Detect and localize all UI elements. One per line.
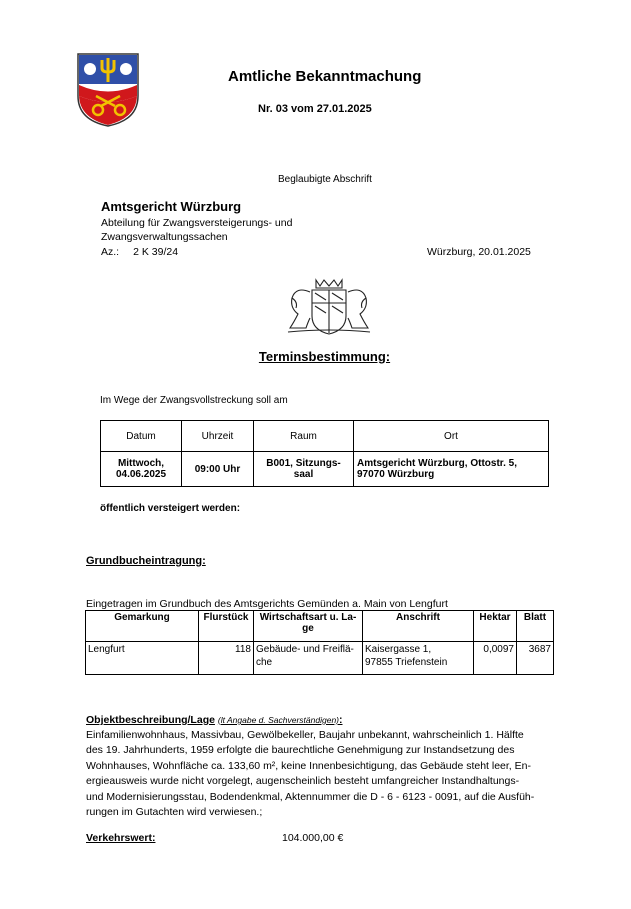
- state-coat-of-arms-logo: [286, 278, 372, 336]
- appointment-room: B001, Sitzungs- saal: [254, 452, 354, 487]
- intro-text: Im Wege der Zwangsvollstreckung soll am: [100, 395, 288, 406]
- appointment-table: [100, 420, 549, 487]
- header-anschrift: Anschrift: [363, 611, 474, 642]
- market-value-label: Verkehrswert:: [86, 832, 156, 844]
- object-line: und Modernisierungsstau, Bodendenkmal, Aktennummer die D - 6 - 6123 - 0091, auf die Ausfüh-: [86, 790, 535, 803]
- court-name: Amtsgericht Würzburg: [101, 199, 242, 214]
- file-reference-value: 2 K 39/24: [133, 246, 179, 258]
- header-hektar: Hektar: [474, 611, 517, 642]
- land-register-heading: Grundbucheintragung:: [86, 555, 206, 567]
- appointment-date: Mittwoch, 04.06.2025: [101, 452, 182, 487]
- cell-gemarkung: Lengfurt: [86, 642, 199, 675]
- object-heading: Objektbeschreibung/Lage (lt Angabe d. Sachverständigen):: [86, 714, 343, 726]
- cell-blatt: 3687: [517, 642, 554, 675]
- header-time: Uhrzeit: [182, 421, 254, 452]
- appointment-heading-text: Terminsbestimmung:: [258, 349, 391, 364]
- coat-of-arms-logo: [76, 52, 140, 128]
- header-blatt: Blatt: [517, 611, 554, 642]
- land-register-header: [86, 611, 554, 642]
- land-register-intro: Eingetragen im Grundbuch des Amtsgerichts Gemünden a. Main von Lengfurt: [86, 598, 448, 610]
- object-line: ergieausweis wurde nicht vorgelegt, augenscheinlich besteht umfangreicher Instandhaltungs-: [86, 775, 520, 788]
- header-date: Datum: [101, 421, 182, 452]
- header-flurstueck: Flurstück: [199, 611, 254, 642]
- appointment-time: 09:00 Uhr: [182, 452, 254, 487]
- header-gemarkung: Gemarkung: [86, 611, 199, 642]
- cell-hektar: 0,0097: [474, 642, 517, 675]
- object-line: Einfamilienwohnhaus, Massivbau, Gewölbekeller, Baujahr unbekannt, wahrscheinlich 1. Hälfte: [86, 729, 524, 741]
- appointment-table-row: [101, 452, 549, 487]
- land-register-table: [85, 610, 554, 675]
- file-reference-label: Az.:: [101, 246, 120, 258]
- header-place: Ort: [354, 421, 549, 452]
- cell-anschrift: Kaisergasse 1, 97855 Triefenstein: [363, 642, 474, 675]
- place-date: Würzburg, 20.01.2025: [427, 246, 531, 258]
- bulletin-issue: Nr. 03 vom 27.01.2025: [258, 103, 372, 115]
- object-line: Wohnhauses, Wohnfläche ca. 133,60 m², keine Innenbesichtigung, das Gebäude steht leer, En-: [86, 759, 531, 772]
- cell-flurstueck: 118: [199, 642, 254, 675]
- header-wirtschaftsart: Wirtschaftsart u. La- ge: [254, 611, 363, 642]
- land-register-row: [86, 642, 554, 675]
- object-heading-note: (lt Angabe d. Sachverständigen): [217, 715, 339, 725]
- appointment-heading: [0, 349, 631, 364]
- court-department: Abteilung für Zwangsversteigerungs- und Zwangsverwaltungssachen: [101, 217, 293, 243]
- certified-copy-label: Beglaubigte Abschrift: [278, 174, 372, 185]
- appointment-place: Amtsgericht Würzburg, Ottostr. 5, 97070 Würzburg: [354, 452, 549, 487]
- bulletin-title: Amtliche Bekanntmachung: [228, 68, 422, 85]
- file-reference: [101, 246, 178, 258]
- auction-text: öffentlich versteigert werden:: [100, 503, 241, 514]
- object-line: des 19. Jahrhunderts, 1959 erfolgte die baurechtliche Genehmigung zur Instandsetzung des: [86, 744, 515, 757]
- header-room: Raum: [254, 421, 354, 452]
- object-description: [86, 728, 556, 820]
- appointment-table-header: [101, 421, 549, 452]
- market-value: 104.000,00 €: [282, 832, 344, 844]
- object-heading-text: Objektbeschreibung/Lage: [86, 714, 215, 726]
- cell-wirtschaftsart: Gebäude- und Freiflä- che: [254, 642, 363, 675]
- object-line: rungen im Gutachten wird verwiesen.;: [86, 806, 263, 819]
